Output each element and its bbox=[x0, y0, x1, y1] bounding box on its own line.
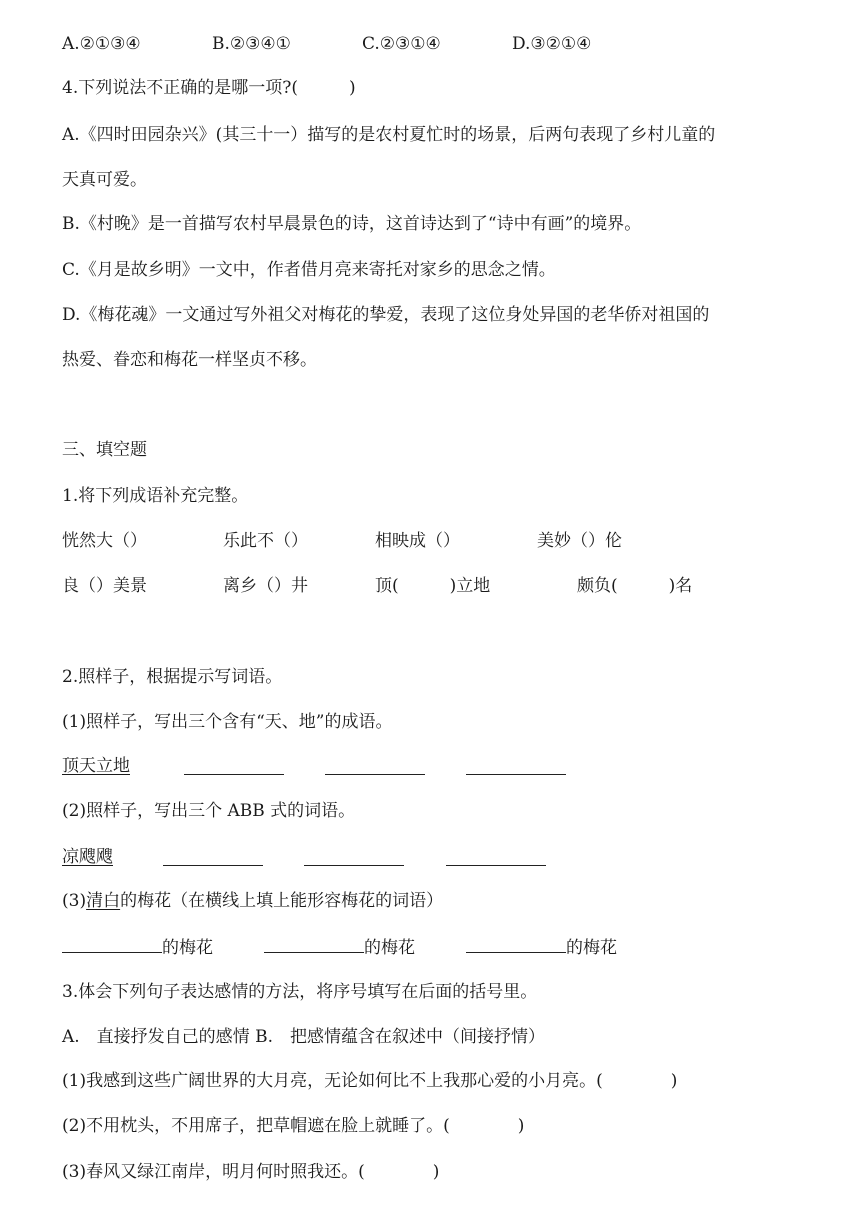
answer-blank[interactable] bbox=[446, 847, 546, 866]
q2-part2: (2)照样子，写出三个 ABB 式的词语。 bbox=[62, 801, 356, 821]
answer-blank[interactable] bbox=[466, 934, 566, 953]
option-a: A.②①③④ bbox=[62, 34, 141, 54]
option-c: C.②③①④ bbox=[362, 34, 441, 54]
idiom-cell: 美妙（）伦 bbox=[537, 531, 622, 551]
q1-stem: 1.将下列成语补充完整。 bbox=[62, 486, 249, 506]
option-d: D.③②①④ bbox=[512, 34, 592, 54]
option-b: B.②③④① bbox=[212, 34, 291, 54]
q4-stem: 4.下列说法不正确的是哪一项?( ) bbox=[62, 78, 356, 98]
section-title: 三、填空题 bbox=[62, 440, 147, 460]
idiom-cell: 相映成（） bbox=[375, 531, 460, 551]
plum-suffix: 的梅花 bbox=[162, 938, 213, 958]
answer-blank[interactable] bbox=[304, 847, 404, 866]
plum-fill-item bbox=[62, 934, 213, 960]
q4-option-d-line1: D.《梅花魂》一文通过写外祖父对梅花的挚爱，表现了这位身处异国的老华侨对祖国的 bbox=[62, 305, 710, 325]
q3-stem: 3.体会下列句子表达感情的方法，将序号填写在后面的括号里。 bbox=[62, 982, 538, 1002]
plum-fill-item bbox=[264, 934, 415, 960]
q4-option-c: C.《月是故乡明》一文中，作者借月亮来寄托对家乡的思念之情。 bbox=[62, 260, 556, 280]
answer-blank[interactable] bbox=[466, 756, 566, 775]
answer-blank[interactable] bbox=[62, 934, 162, 953]
plum-fill-item bbox=[466, 934, 617, 960]
idiom-cell: 颇负( )名 bbox=[577, 576, 693, 596]
idiom-cell: 良（）美景 bbox=[62, 576, 147, 596]
q4-option-a-line2: 天真可爱。 bbox=[62, 170, 147, 190]
answer-blank[interactable] bbox=[163, 847, 263, 866]
q2-stem: 2.照样子，根据提示写词语。 bbox=[62, 667, 283, 687]
idiom-cell: 离乡（）井 bbox=[223, 576, 308, 596]
q4-option-d-line2: 热爱、眷恋和梅花一样坚贞不移。 bbox=[62, 350, 317, 370]
part-instruction: 的梅花（在横线上填上能形容梅花的词语） bbox=[120, 891, 444, 911]
idiom-cell: 顶( )立地 bbox=[375, 576, 491, 596]
q2-part3 bbox=[62, 889, 443, 913]
part-number: (3) bbox=[62, 891, 87, 911]
q2-part1: (1)照样子，写出三个含有“天、地”的成语。 bbox=[62, 712, 393, 732]
idiom-cell: 乐此不（） bbox=[223, 531, 308, 551]
example-word: 顶天立地 bbox=[62, 756, 130, 776]
plum-suffix: 的梅花 bbox=[364, 938, 415, 958]
answer-blank[interactable] bbox=[184, 756, 284, 775]
q3-sentence-3: (3)春风又绿江南岸，明月何时照我还。( ) bbox=[62, 1162, 440, 1182]
q3-options-row bbox=[62, 32, 591, 56]
q4-option-b: B.《村晚》是一首描写农村早晨景色的诗，这首诗达到了“诗中有画”的境界。 bbox=[62, 214, 642, 234]
example-word: 清白 bbox=[86, 891, 121, 911]
answer-blank[interactable] bbox=[264, 934, 364, 953]
q3-options: A. 直接抒发自己的感情 B. 把感情蕴含在叙述中（间接抒情） bbox=[62, 1027, 545, 1047]
answer-blank[interactable] bbox=[325, 756, 425, 775]
q4-option-a-line1: A.《四时田园杂兴》(其三十一）描写的是农村夏忙时的场景，后两句表现了乡村儿童的 bbox=[62, 125, 716, 145]
plum-suffix: 的梅花 bbox=[566, 938, 617, 958]
q3-sentence-1: (1)我感到这些广阔世界的大月亮，无论如何比不上我那心爱的小月亮。( ) bbox=[62, 1071, 678, 1091]
example-word: 凉飕飕 bbox=[62, 847, 113, 867]
q3-sentence-2: (2)不用枕头，不用席子，把草帽遮在脸上就睡了。( ) bbox=[62, 1116, 525, 1136]
idiom-cell: 恍然大（） bbox=[62, 531, 147, 551]
